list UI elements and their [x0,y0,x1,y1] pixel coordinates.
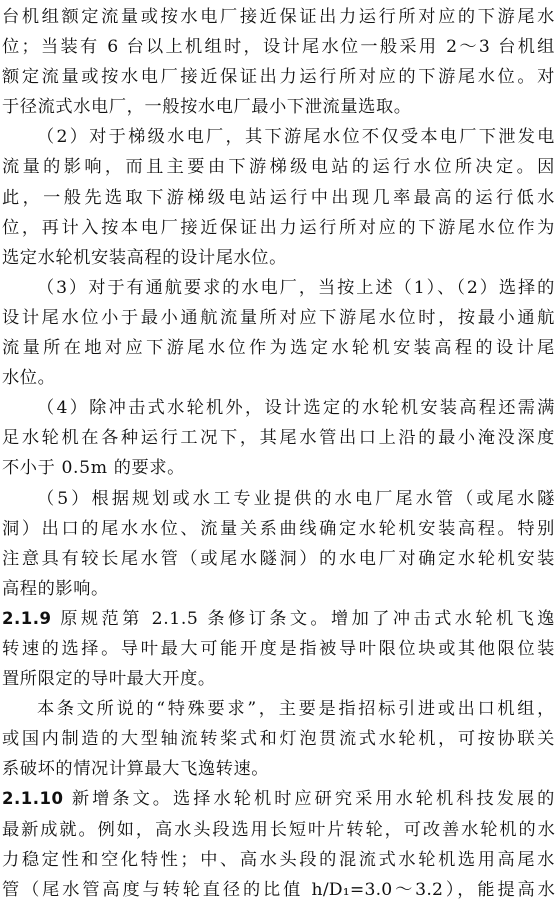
text-line: 流量的影响，而且主要由下游梯级电站的运行水位所决定。因 [2,157,555,178]
paragraph-special-requirements [2,694,555,784]
text-line: 额定流量或按水电厂接近保证出力运行所对应的下游尾水位。对 [2,67,555,88]
clause-2-1-9 [2,604,555,694]
text-line [2,604,555,634]
text-line: 高程的影响。 [2,578,109,599]
text-line: 最新成就。例如，高水头段选用长短叶片转轮，可改善水轮机的水 [2,819,555,840]
text-line: 注意具有较长尾水管（或尾水隧洞）的水电厂对确定水轮机安装 [2,548,555,569]
text-line: 选定水轮机安装高程的设计尾水位。 [2,247,287,268]
text-line: 或国内制造的大型轴流转桨式和灯泡贯流式水轮机，可按协联关 [2,729,555,750]
clause-number: 2.1.9 [2,608,52,628]
text-line: 管（尾水管高度与转轮直径的比值 h/D₁=3.0～3.2），能提高水 [2,879,555,900]
text-line: （5）根据规划或水工专业提供的水电厂尾水管（或尾水隧 [37,488,555,509]
text-line: 洞）出口的尾水水位、流量关系曲线确定水轮机安装高程。特别 [2,518,555,539]
text-line: 设计尾水位小于最小通航流量所对应下游尾水位时，按最小通航 [2,307,555,328]
document-page [0,2,557,905]
text-line: 流量所在地对应下游尾水位作为选定水轮机安装高程的设计尾 [2,338,555,359]
text-line: 置所限定的导叶最大开度。 [2,669,216,690]
text-line: 此，一般先选取下游梯级电站运行中出现几率最高的运行低水 [2,187,555,208]
text-line: 力稳定性和空化特性；中、高水头段的混流式水轮机选用高尾水 [2,849,555,870]
text-line: 系破坏的情况计算最大飞逸转速。 [2,759,270,780]
text-line: 位；当装有 6 台以上机组时，设计尾水位一般采用 2～3 台机组 [2,37,555,58]
text-line: 台机组额定流量或按水电厂接近保证出力运行所对应的下游尾水 [2,7,555,27]
clause-2-1-10 [2,784,555,904]
text-line: 不小于 0.5m 的要求。 [2,458,185,479]
clause-text: 新增条文。选择水轮机时应研究采用水轮机科技发展的 [69,789,555,810]
text-line: 水位。 [2,368,56,389]
text-line: 足水轮机在各种运行工况下，其尾水管出口上沿的最小淹没深度 [2,428,555,449]
paragraph-item-2 [2,122,555,272]
paragraph-item-4 [2,393,555,483]
text-line: 转速的选择。导叶最大可能开度是指被导叶限位块或其他限位装 [2,638,555,659]
text-line: （4）除冲击式水轮机外，设计选定的水轮机安装高程还需满 [37,398,555,419]
text-line: （2）对于梯级水电厂，其下游尾水位不仅受本电厂下泄发电 [37,127,555,148]
paragraph-tailwater-continued [2,2,555,122]
text-line: 本条文所说的“特殊要求”，主要是指招标引进或出口机组， [37,699,555,720]
paragraph-item-3 [2,273,555,393]
text-line: （3）对于有通航要求的水电厂，当按上述（1）、（2）选择的 [37,277,555,298]
paragraph-item-5 [2,484,555,604]
text-line [2,784,555,814]
clause-text: 原规范第 2.1.5 条修订条文。增加了冲击式水轮机飞逸 [57,608,555,629]
text-line: 于径流式水电厂，一般按水电厂最小下泄流量选取。 [2,97,412,118]
text-line: 位，再计入按本电厂接近保证出力运行所对应的下游尾水位作为 [2,217,555,238]
clause-number: 2.1.10 [2,789,64,809]
